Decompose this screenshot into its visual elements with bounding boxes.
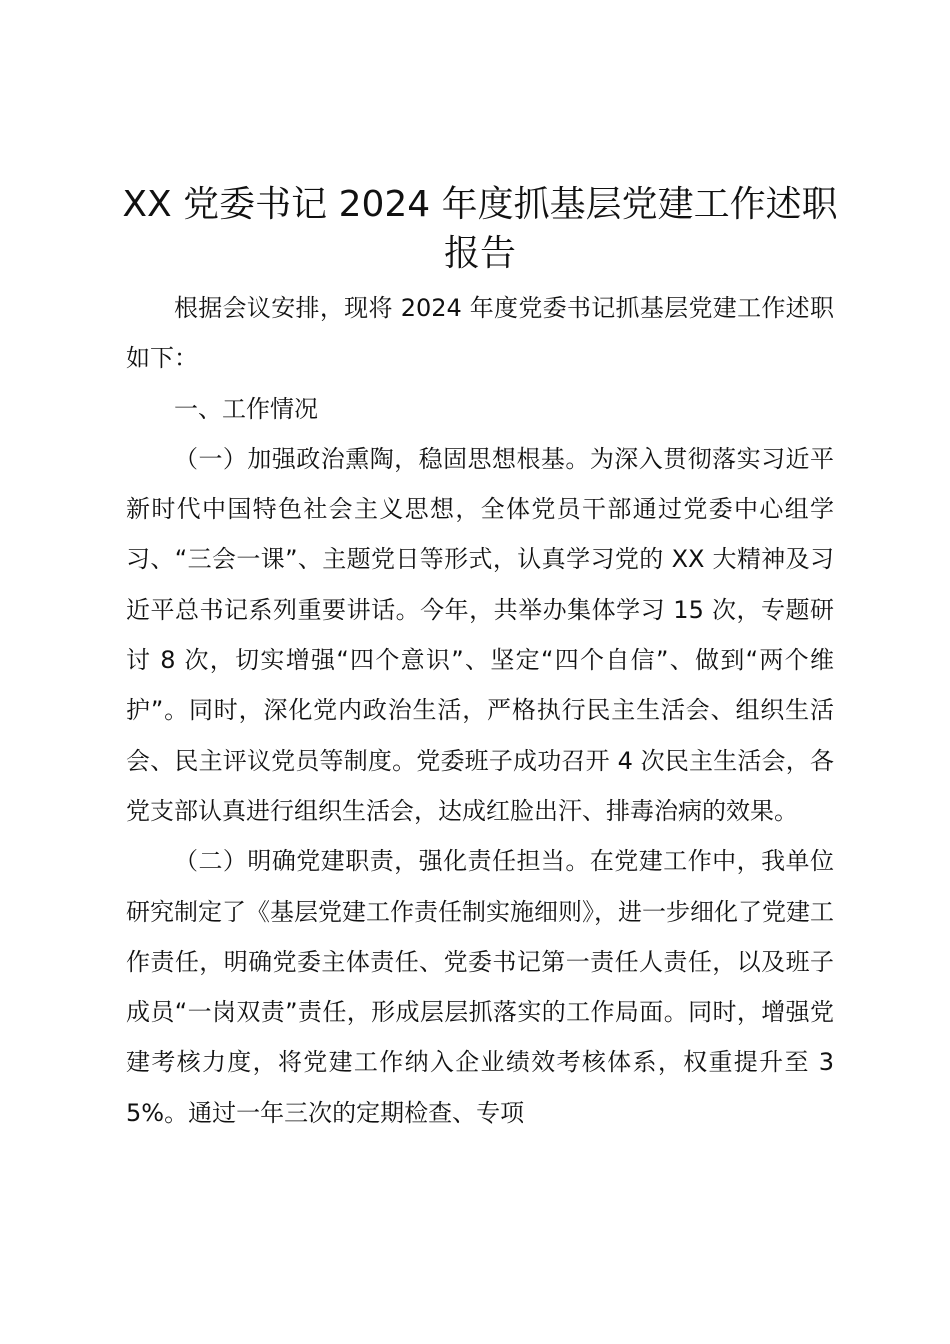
paragraph-political-education: （一）加强政治熏陶，稳固思想根基。为深入贯彻落实习近平新时代中国特色社会主义思想，全体党员干部通过党委中心组学习、“三会一课”、主题党日等形式，认真学习党的 XX 大精神及习近平总书记系列重要讲话。今年，共举办集体学习 15 次，专题研讨 8 次，切实增强“四个意识”、坚定“四个自信”、做到“两个维护”。同时，深化党内政治生活，严格执行民主生活会、组织生活会、民主评议党员等制度。党委班子成功召开 4 次民主生活会，各党支部认真进行组织生活会，达成红脸出汗、排毒治病的效果。	[126, 444, 834, 825]
document-title: XX 党委书记 2024 年度抓基层党建工作述职报告	[122, 184, 838, 274]
paragraph-party-responsibility: （二）明确党建职责，强化责任担当。在党建工作中，我单位研究制定了《基层党建工作责任制实施细则》，进一步细化了党建工作责任，明确党委主体责任、党委书记第一责任人责任，以及班子成员“一岗双责”责任，形成层层抓落实的工作局面。同时，增强党建考核力度，将党建工作纳入企业绩效考核体系，权重提升至 35%。通过一年三次的定期检查、专项	[126, 847, 834, 1127]
document-body	[126, 283, 834, 1138]
paragraph-intro: 根据会议安排，现将 2024 年度党委书记抓基层党建工作述职如下：	[126, 294, 834, 373]
section-heading-work-situation: 一、工作情况	[174, 394, 318, 423]
